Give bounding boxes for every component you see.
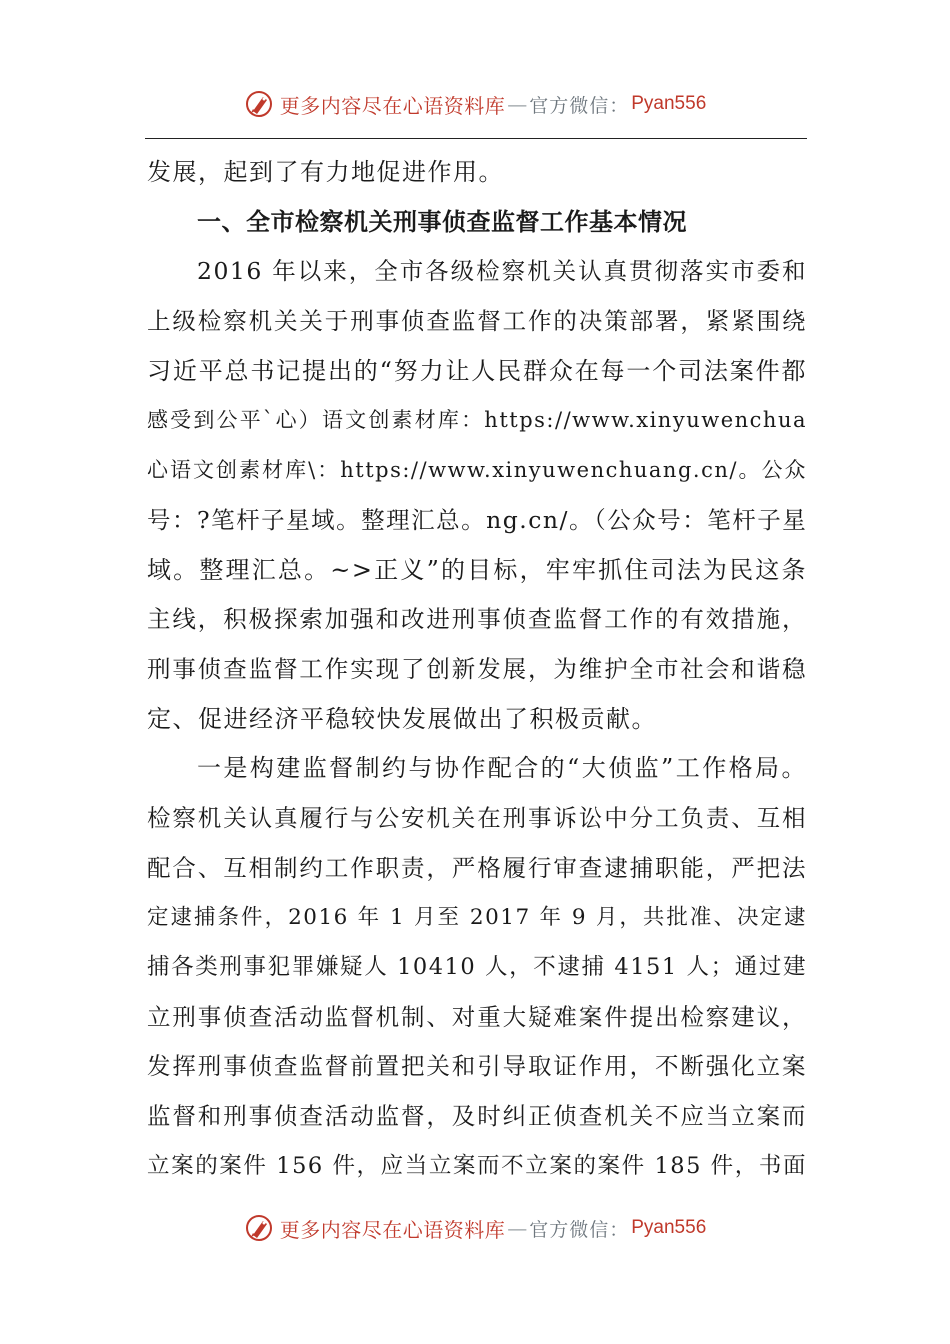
body-line: 一是构建监督制约与协作配合的“大侦监”工作格局。 — [197, 754, 807, 783]
footer-brand-text: 更多内容尽在心语资料库 — [279, 1217, 506, 1242]
section-heading: 一、全市检察机关刑事侦查监督工作基本情况 — [197, 207, 687, 236]
body-line: 监督和刑事侦查活动监督，及时纠正侦查机关不应当立案而 — [147, 1102, 807, 1131]
body-line: 立案的案件 156 件，应当立案而不立案的案件 185 件，书面 — [147, 1152, 807, 1179]
document-body — [147, 148, 807, 1191]
body-line: 发挥刑事侦查监督前置把关和引导取证作用，不断强化立案 — [147, 1052, 807, 1081]
footer-separator: — — [507, 1216, 528, 1240]
body-line: 检察机关认真履行与公安机关在刑事诉讼中分工负责、互相 — [147, 803, 807, 832]
header-separator: — — [507, 92, 528, 116]
footer-contact-label: 官方微信： — [529, 1218, 630, 1241]
header-contact-label: 官方微信： — [529, 94, 630, 117]
body-line: 发展，起到了有力地促进作用。 — [147, 158, 504, 186]
footer-wechat-id: Pyan556 — [631, 1217, 707, 1238]
body-line: 立刑事侦查活动监督机制、对重大疑难案件提出检察建议， — [147, 1002, 807, 1031]
body-line: 上级检察机关关于刑事侦查监督工作的决策部署，紧紧围绕 — [147, 307, 807, 336]
body-line: 心语文创素材库\：https://www.xinyuwenchuang.cn/。公众 — [147, 458, 807, 483]
body-line: 主线，积极探索加强和改进刑事侦查监督工作的有效措施， — [147, 605, 807, 634]
body-line: 感受到公平`心）语文创素材库：https://www.xinyuwenchua — [147, 408, 807, 433]
footer-banner — [0, 1208, 950, 1248]
body-line: 定、促进经济平稳较快发展做出了积极贡献。 — [147, 704, 657, 733]
header-banner — [0, 84, 950, 124]
header-divider — [145, 138, 807, 139]
header-wechat-id: Pyan556 — [631, 93, 707, 114]
body-line: 配合、互相制约工作职责，严格履行审查逮捕职能，严把法 — [147, 853, 807, 882]
body-line: 号：?笔杆子星域。整理汇总。ng.cn/。（公众号：笔杆子星 — [147, 505, 808, 534]
body-line: 刑事侦查监督工作实现了创新发展，为维护全市社会和谐稳 — [147, 654, 807, 683]
body-line: 定逮捕条件，2016 年 1 月至 2017 年 9 月，共批准、决定逮 — [147, 905, 807, 931]
pen-nib-logo-icon — [244, 89, 274, 119]
body-line: 捕各类刑事犯罪嫌疑人 10410 人，不逮捕 4151 人；通过建 — [147, 954, 807, 980]
body-line: 2016 年以来，全市各级检察机关认真贯彻落实市委和 — [197, 257, 807, 286]
pen-nib-logo-icon — [244, 1213, 274, 1243]
body-line: 习近平总书记提出的“努力让人民群众在每一个司法案件都 — [147, 356, 807, 385]
header-brand-text: 更多内容尽在心语资料库 — [279, 93, 506, 118]
body-line: 域。整理汇总。~>正义”的目标，牢牢抓住司法为民这条 — [147, 555, 807, 584]
